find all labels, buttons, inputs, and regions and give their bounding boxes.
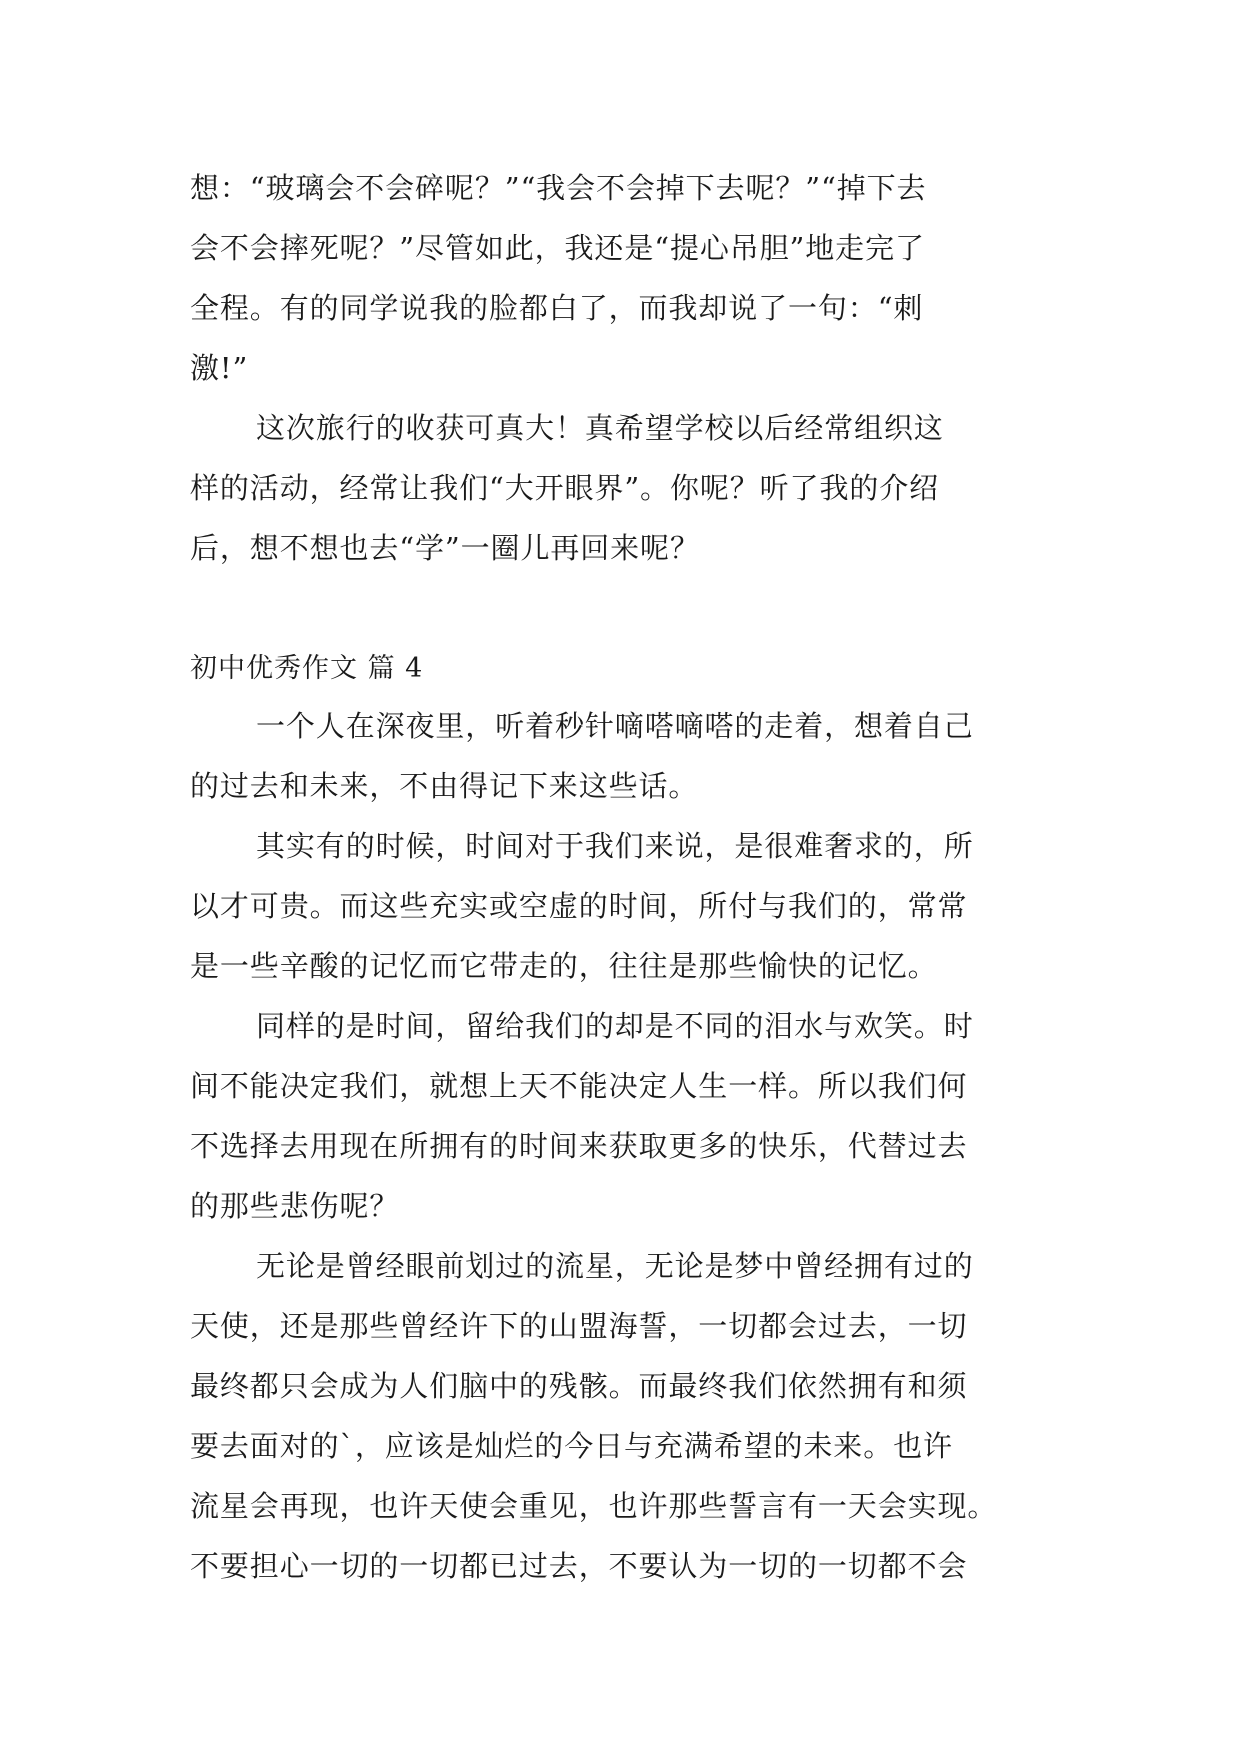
text-line: 的过去和未来，不由得记下来这些话。 [190,769,699,803]
text-line: 不选择去用现在所拥有的时间来获取更多的快乐，代替过去 [190,1129,968,1163]
paragraph [190,816,1056,996]
text-line: 一个人在深夜里，听着秒针嘀嗒嘀嗒的走着，想着自己 [256,709,974,743]
document-page [190,158,1056,1596]
paragraph [190,158,1056,398]
text-line: 要去面对的`，应该是灿烂的今日与充满希望的未来。也许 [190,1429,953,1463]
text-line: 最终都只会成为人们脑中的残骸。而最终我们依然拥有和须 [190,1369,968,1403]
text-line: 想：“玻璃会不会碎呢？”“我会不会掉下去呢？”“掉下去 [190,171,927,205]
text-line: 间不能决定我们，就想上天不能决定人生一样。所以我们何 [190,1069,968,1103]
paragraph [190,696,1056,816]
section-spacer [190,578,1056,642]
text-line: 的那些悲伤呢？ [190,1189,400,1223]
text-line: 激!” [190,351,249,385]
section-heading: 初中优秀作文 篇 4 [190,653,424,684]
text-line: 后，想不想也去“学”一圈儿再回来呢？ [190,531,700,565]
text-line: 这次旅行的收获可真大！真希望学校以后经常组织这 [256,411,944,445]
text-line: 其实有的时候，时间对于我们来说，是很难奢求的，所 [256,829,974,863]
text-line: 天使，还是那些曾经许下的山盟海誓，一切都会过去，一切 [190,1309,968,1343]
paragraph [190,996,1056,1236]
text-line: 同样的是时间，留给我们的却是不同的泪水与欢笑。时 [256,1009,974,1043]
paragraph [190,1236,1056,1596]
text-line: 无论是曾经眼前划过的流星，无论是梦中曾经拥有过的 [256,1249,974,1283]
text-line: 流星会再现，也许天使会重见，也许那些誓言有一天会实现。 [190,1489,998,1523]
text-line: 是一些辛酸的记忆而它带走的，往往是那些愉快的记忆。 [190,949,938,983]
text-line: 全程。有的同学说我的脸都白了，而我却说了一句：“刺 [190,291,924,325]
text-line: 会不会摔死呢？”尽管如此，我还是“提心吊胆”地走完了 [190,231,925,265]
text-line: 以才可贵。而这些充实或空虚的时间，所付与我们的，常常 [190,889,968,923]
paragraph [190,398,1056,578]
text-line: 样的活动，经常让我们“大开眼界”。你呢？听了我的介绍 [190,471,940,505]
text-line: 不要担心一切的一切都已过去，不要认为一切的一切都不会 [190,1549,968,1583]
